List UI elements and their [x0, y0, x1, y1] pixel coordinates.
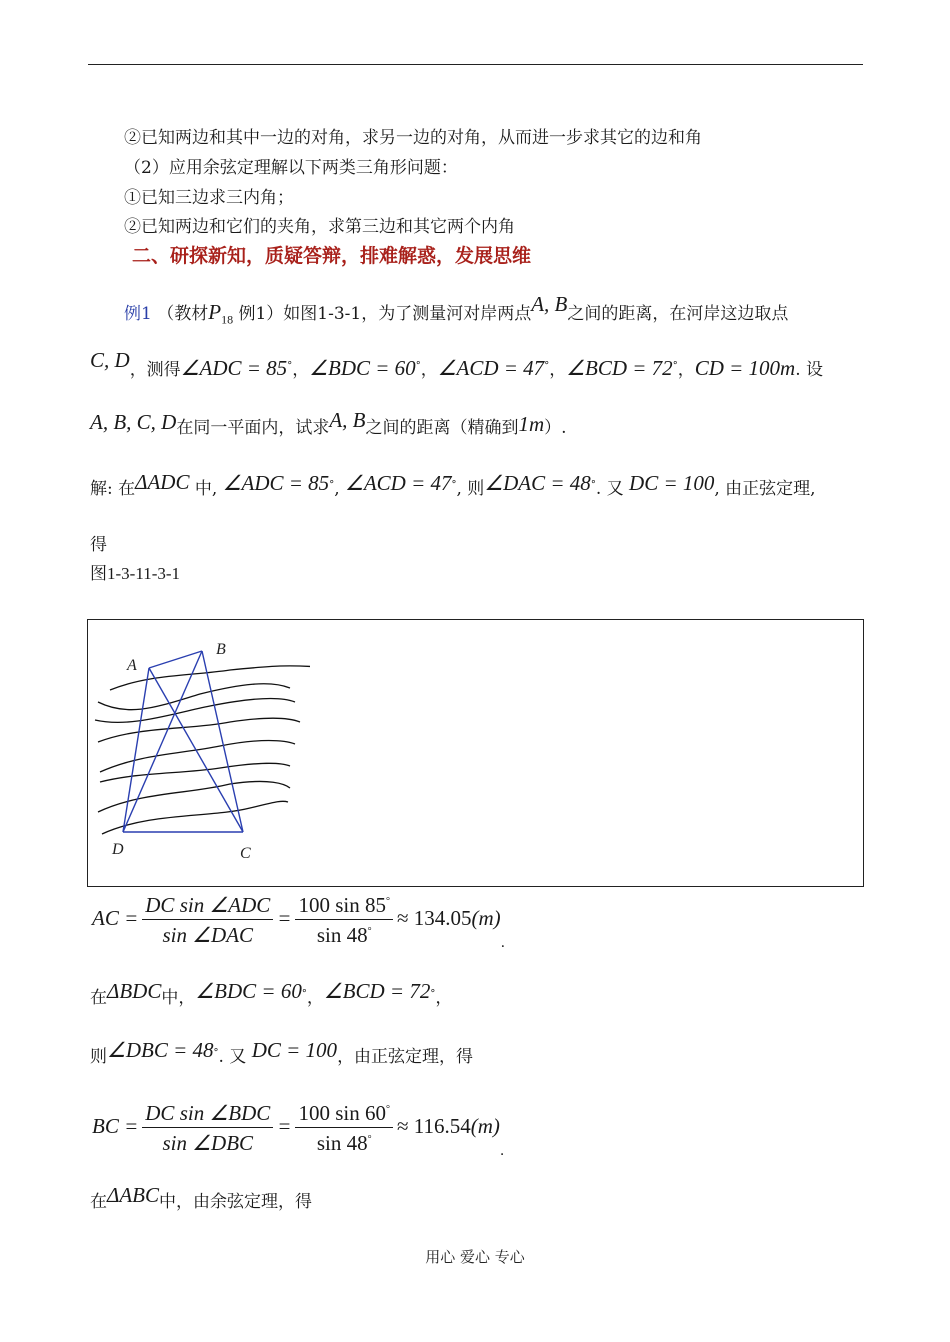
example-one-m: 1m — [518, 412, 545, 436]
formula-1-result: ≈ 134.05 — [396, 906, 472, 931]
formula-1-unit: (m) — [471, 906, 501, 931]
formula-2-lhs: BC = — [92, 1114, 139, 1139]
formula-2-unit: (m) — [470, 1114, 500, 1139]
header-rule — [88, 64, 863, 65]
list-item-d: ②已知两边和它们的夹角，求第三边和其它两个内角 — [124, 217, 515, 237]
formula-1-lhs: AC = — [92, 906, 139, 931]
formula-2-frac-2: $\frac{100 \sin 60^\circ}{\sin 48^\circ}$ — [295, 1101, 393, 1156]
formula-ac: AC = $\frac{\text{DC sin ∠ADC}}{\text{sin ∠DAC}}$ = $\frac{100 \sin 85^\circ}{\sin 48^\circ}$ ≈ $134.05(m)_.$ — [92, 893, 506, 952]
example-text-4: ，测得 — [129, 360, 181, 380]
example-angle-4: ∠BCD = 72 — [566, 356, 673, 380]
page-footer: 用心 爱心 专心 — [425, 1248, 525, 1266]
bdc-line: 在ΔBDC中，∠BDC = 60°，∠BCD = 72°， — [90, 979, 453, 1008]
list-item-b: （2）应用余弦定理解以下两类三角形问题： — [124, 158, 458, 178]
list-item-c: ①已知三边求三内角； — [124, 188, 294, 208]
example-line-2: C, D，测得∠ADC = 85°，∠BDC = 60°，∠ACD = 47°，∠BCD = 72°，CD = 100m. 设 — [90, 348, 824, 380]
example-line-3 — [90, 408, 567, 439]
example-ab: A, B — [531, 292, 568, 316]
triangle-abc: ΔABC — [107, 1183, 159, 1207]
example-text-6: 在同一平面内，试求 — [176, 418, 330, 438]
river-diagram — [90, 622, 310, 882]
example-line-1 — [124, 292, 789, 327]
solution-dc: DC = 100 — [629, 471, 715, 495]
example-text-7: 之间的距离（精确到 — [365, 418, 519, 438]
example-cd: C, D — [90, 348, 130, 372]
solution-text-c: , 则 — [456, 479, 485, 499]
segment-bc — [202, 651, 243, 832]
solution-angle-1: ∠ADC = 85 — [222, 471, 330, 495]
point-label-d: D — [112, 841, 124, 858]
bdc-angle-2: ∠BCD = 72 — [323, 979, 431, 1003]
point-label-b: B — [216, 641, 226, 658]
measurement-lines — [123, 651, 243, 832]
example-angle-2: ∠BDC = 60 — [309, 356, 416, 380]
solution-text-a: 解: 在 — [90, 479, 136, 499]
segment-ab — [149, 651, 202, 668]
example-p: P — [208, 300, 222, 324]
section-title: 二、研探新知，质疑答辩，排难解惑，发展思维 — [132, 245, 532, 267]
abc-line: 在ΔABC中，由余弦定理，得 — [90, 1183, 312, 1212]
triangle-bdc: ΔBDC — [107, 979, 162, 1003]
example-p-sub: 18 — [221, 312, 234, 327]
example-text-5: . 设 — [795, 360, 824, 380]
example-text-2: 例1）如图1-3-1，为了测量河对岸两点 — [238, 304, 532, 324]
example-angle-1: ∠ADC = 85 — [180, 356, 288, 380]
solution-line-1: 解: 在ΔADC 中, ∠ADC = 85°, ∠ACD = 47°, 则∠DAC = 48°. 又 DC = 100, 由正弦定理, — [90, 470, 816, 499]
example-angle-3: ∠ACD = 47 — [437, 356, 545, 380]
example-cd-length: CD = 100m — [694, 356, 796, 380]
segment-ad — [123, 668, 149, 832]
example-text-1: （教材 — [157, 304, 209, 324]
example-ab-2: A, B — [329, 408, 366, 432]
solution-angle-3: ∠DAC = 48 — [484, 471, 591, 495]
example-text-3: 之间的距离，在河岸这边取点 — [567, 304, 789, 324]
dbc-angle: ∠DBC = 48 — [107, 1038, 214, 1062]
segment-ac — [149, 668, 243, 832]
figure-frame — [87, 619, 864, 887]
solution-triangle-adc: ΔADC — [135, 470, 190, 494]
bdc-angle-1: ∠BDC = 60 — [195, 979, 302, 1003]
segment-bd — [123, 651, 202, 832]
solution-text-b: 中, — [194, 479, 218, 499]
figure-label: 图1-3-11-3-1 — [90, 564, 181, 583]
formula-2-frac-1: $\frac{\text{DC sin ∠BDC}}{\text{sin ∠DBC}}$ — [142, 1101, 273, 1156]
point-label-c: C — [240, 845, 251, 862]
example-label: 例1 — [124, 304, 152, 324]
formula-bc: BC = $\frac{\text{DC sin ∠BDC}}{\text{sin ∠DBC}}$ = $\frac{100 \sin 60^\circ}{\sin 48^\circ}$ ≈ $116.54(m)_.$ — [92, 1101, 505, 1160]
dbc-line: 则∠DBC = 48°. 又 DC = 100，由正弦定理，得 — [90, 1038, 474, 1067]
solution-text-d: . 又 — [595, 479, 624, 499]
solution-text-e: , 由正弦定理, — [714, 479, 816, 499]
formula-1-frac-2: $\frac{100 \sin 85^\circ}{\sin 48^\circ}$ — [295, 893, 393, 948]
solution-line-2: 得 — [90, 535, 107, 555]
solution-angle-2: ∠ACD = 47 — [345, 471, 452, 495]
point-label-a: A — [127, 657, 137, 674]
example-text-8: ）. — [544, 418, 567, 438]
example-abcd: A, B, C, D — [90, 410, 177, 434]
formula-2-result: ≈ 116.54 — [396, 1114, 471, 1139]
formula-1-frac-1: $\frac{\text{DC sin ∠ADC}}{\text{sin ∠DAC}}$ — [142, 893, 273, 948]
dbc-dc: DC = 100 — [251, 1038, 338, 1062]
list-item-a: ②已知两边和其中一边的对角，求另一边的对角，从而进一步求其它的边和角 — [124, 128, 702, 148]
